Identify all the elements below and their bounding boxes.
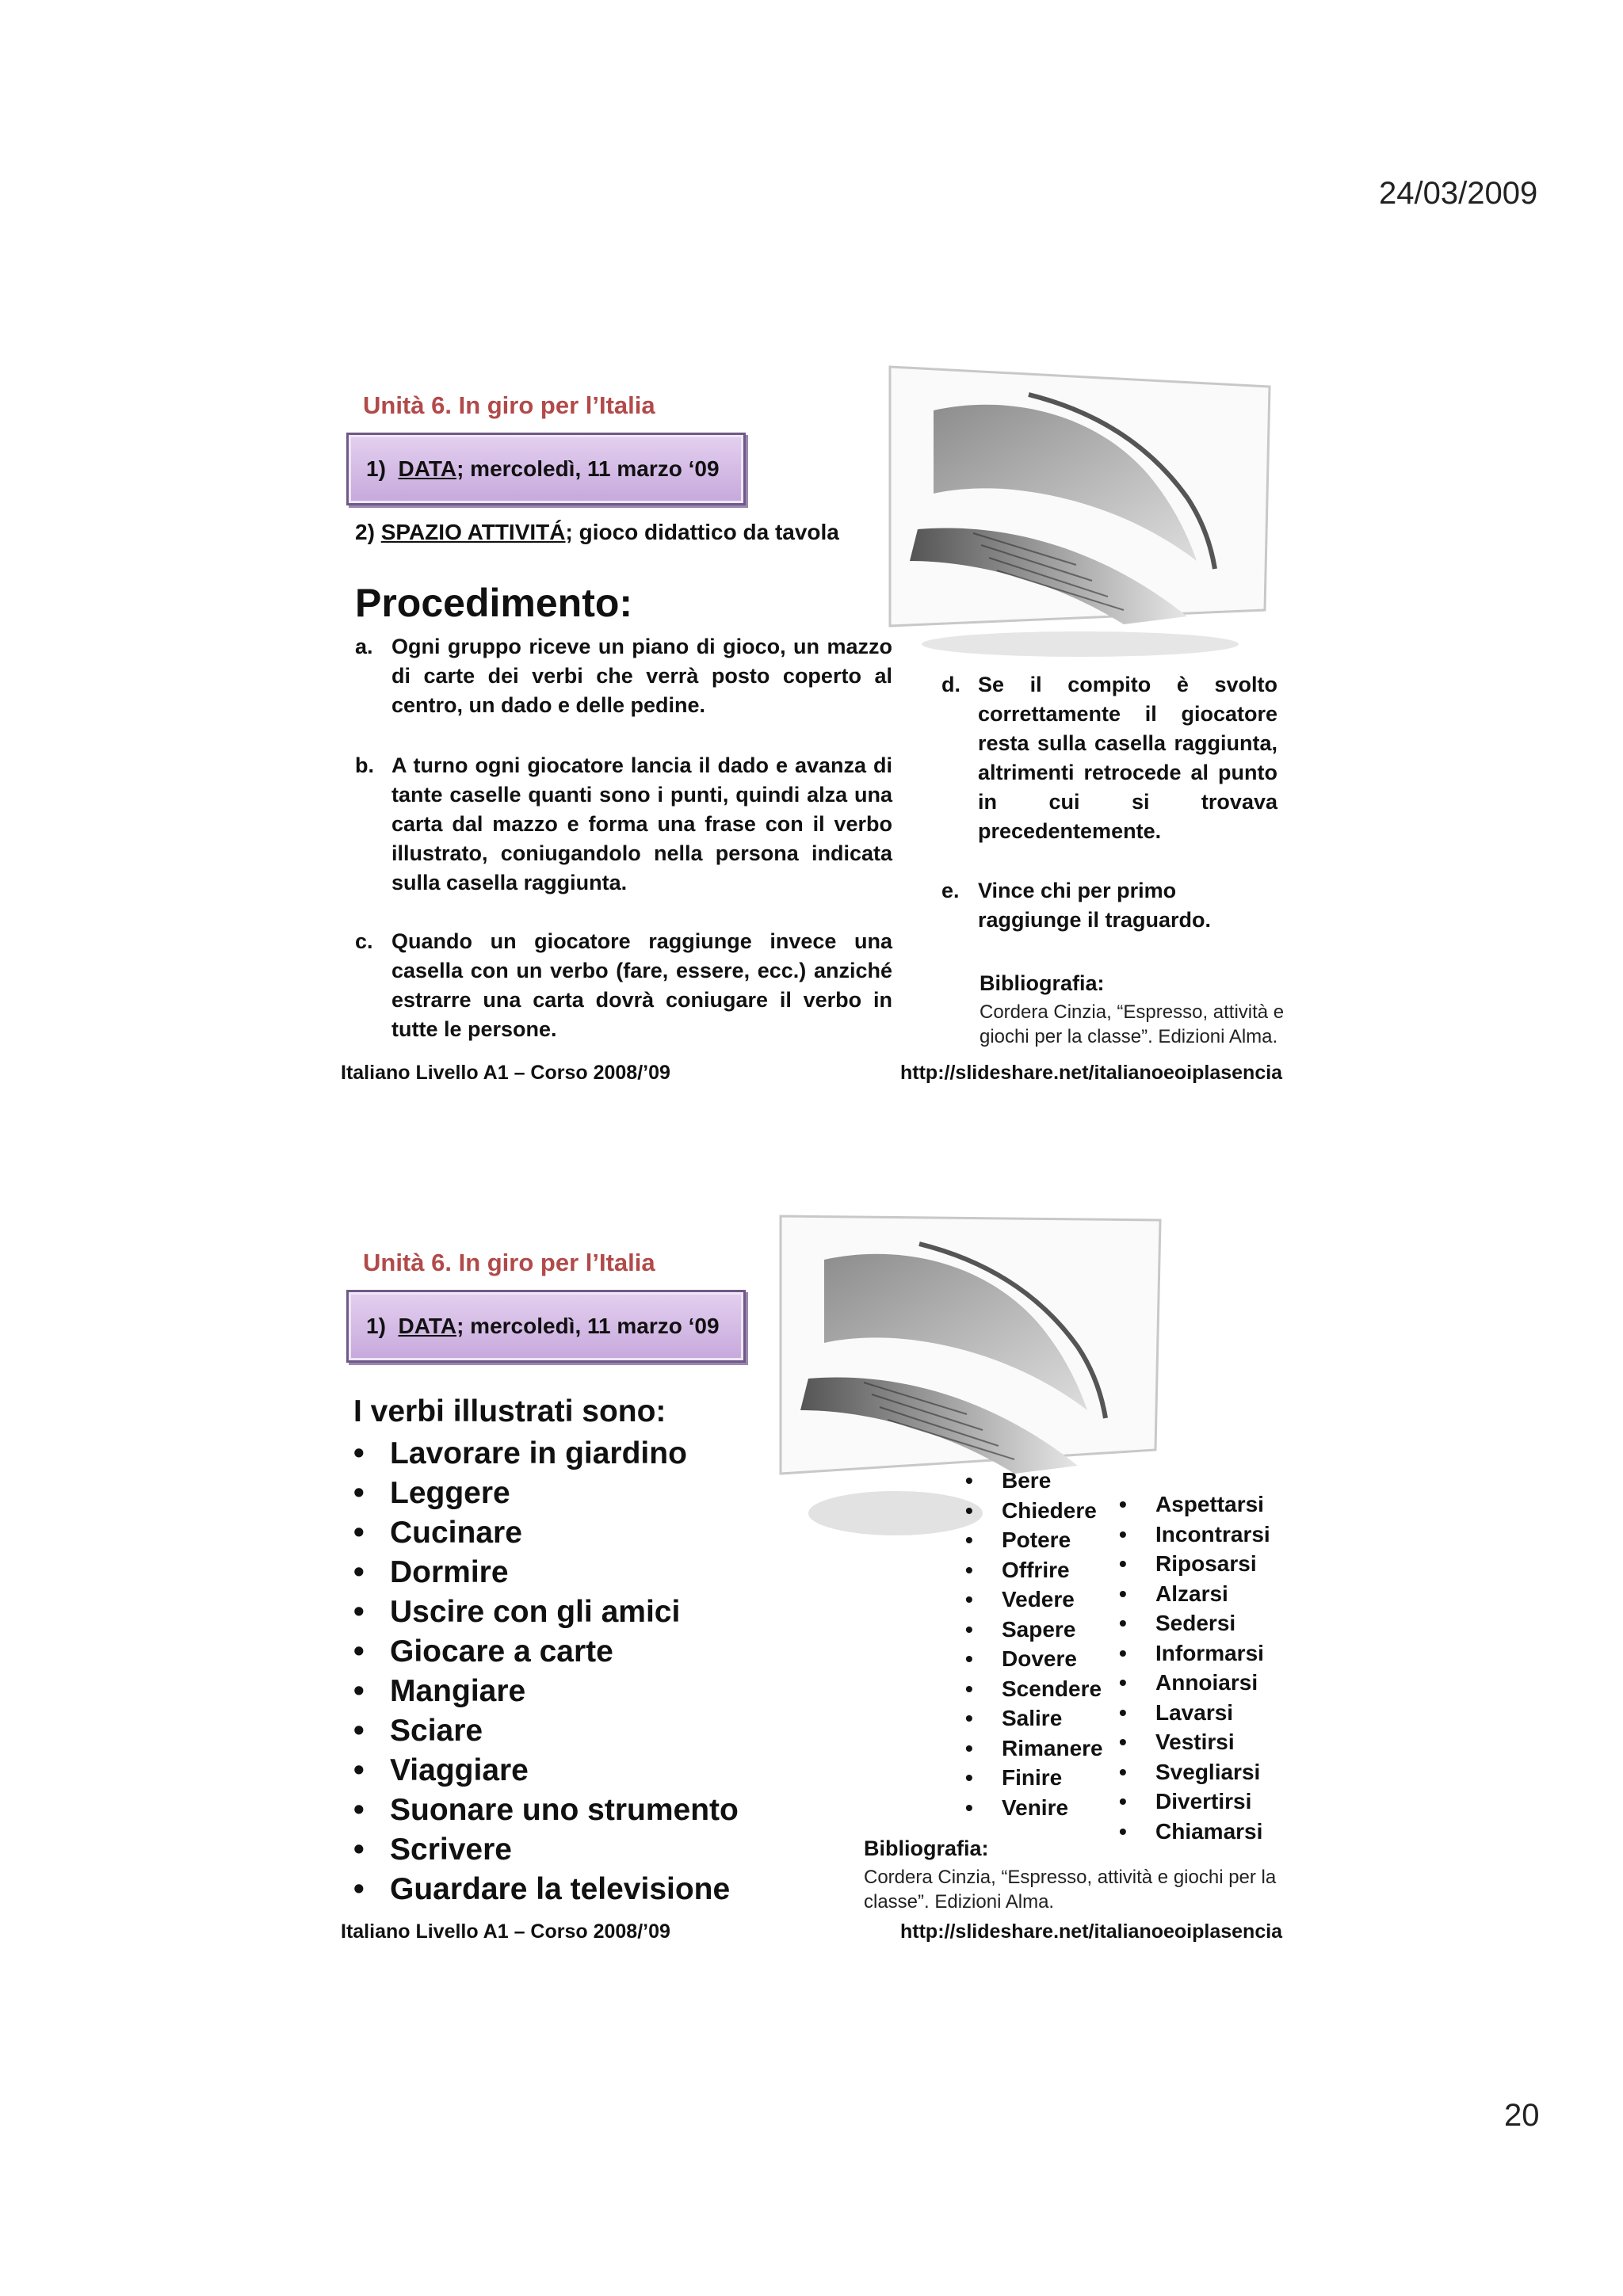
list-item: • Offrire [965, 1555, 1124, 1585]
list-item: • Divertirsi [1119, 1787, 1301, 1817]
step-b-label: b. [355, 753, 374, 777]
step-c-text: Quando un giocatore raggiunge invece una casella con un verbo (fare, essere, ecc.) anziché estrarre una carta dovrà coniugare il verbo in tutte le persone. [391, 929, 892, 1041]
main-verbs-list [353, 1434, 781, 1909]
bibliography-text: Cordera Cinzia, “Espresso, attività e giochi per la classe”. Edizioni Alma. [980, 1001, 1285, 1047]
list-item: • Salire [965, 1703, 1124, 1733]
list-item: • Venire [965, 1793, 1124, 1823]
date-box-label: DATA [398, 1314, 457, 1338]
page-number: 20 [1504, 2098, 1540, 2133]
list-item: • Lavarsi [1119, 1698, 1301, 1728]
list-item: • Dovere [965, 1644, 1124, 1674]
page-date: 24/03/2009 [1379, 176, 1538, 211]
date-box-text: ; mercoledì, 11 marzo ‘09 [456, 456, 720, 481]
activity-text: ; gioco didattico da tavola [565, 520, 839, 544]
step-c-label: c. [355, 929, 373, 953]
list-item: • Finire [965, 1763, 1124, 1793]
list-item: • Mangiare [353, 1672, 781, 1711]
verbs-list-title: I verbi illustrati sono: [353, 1394, 666, 1428]
list-item: • Leggere [353, 1474, 781, 1513]
verbs-column-1 [965, 1466, 1124, 1822]
list-item: • Vedere [965, 1585, 1124, 1615]
footer-link[interactable]: http://slideshare.net/italianoeoiplasencia [900, 1062, 1283, 1084]
list-item: • Dormire [353, 1553, 781, 1592]
step-e-text: Vince chi per primo raggiunge il traguardo. [978, 879, 1212, 932]
date-box-number: 1) [366, 1314, 386, 1338]
list-item: • Riposarsi [1119, 1549, 1301, 1579]
list-item: • Vestirsi [1119, 1727, 1301, 1757]
footer-link[interactable]: http://slideshare.net/italianoeoiplasencia [900, 1920, 1283, 1943]
list-item: • Svegliarsi [1119, 1757, 1301, 1787]
footer-course: Italiano Livello A1 – Corso 2008/’09 [341, 1920, 670, 1943]
list-item: • Incontrarsi [1119, 1520, 1301, 1550]
step-a-label: a. [355, 635, 373, 658]
step-a-text: Ogni gruppo riceve un piano di gioco, un mazzo di carte dei verbi che verrà posto coperto al centro, un dado e delle pedine. [391, 635, 892, 717]
bibliography-title: Bibliografia: [864, 1836, 989, 1860]
list-item: • Sciare [353, 1711, 781, 1751]
date-box-label: DATA [398, 456, 457, 481]
step-e-label: e. [941, 879, 960, 902]
list-item: • Giocare a carte [353, 1632, 781, 1672]
list-item: • Rimanere [965, 1733, 1124, 1764]
list-item: • Sedersi [1119, 1608, 1301, 1638]
list-item: • Scrivere [353, 1830, 781, 1870]
date-box [346, 1290, 746, 1363]
step-d-label: d. [941, 673, 960, 696]
list-item: • Informarsi [1119, 1638, 1301, 1669]
list-item: • Sapere [965, 1615, 1124, 1645]
verbs-column-2 [1119, 1489, 1301, 1846]
date-box-number: 1) [366, 456, 386, 481]
list-item: • Uscire con gli amici [353, 1592, 781, 1632]
list-item: • Annoiarsi [1119, 1668, 1301, 1698]
list-item: • Chiedere [965, 1496, 1124, 1526]
bibliography-text: Cordera Cinzia, “Espresso, attività e giochi per la classe”. Edizioni Alma. [864, 1867, 1277, 1913]
unit-title: Unità 6. In giro per l’Italia [363, 1249, 655, 1276]
step-b-text: A turno ogni giocatore lancia il dado e avanza di tante caselle quanti sono i punti, quindi alza una carta dal mazzo e forma una frase con il verbo illustrato, coniugandolo nella persona indicata sulla casella raggiunta. [391, 753, 892, 894]
footer-course: Italiano Livello A1 – Corso 2008/’09 [341, 1062, 670, 1084]
list-item: • Bere [965, 1466, 1124, 1496]
list-item: • Viaggiare [353, 1751, 781, 1791]
activity-label: SPAZIO ATTIVITÁ [380, 520, 566, 544]
unit-title: Unità 6. In giro per l’Italia [363, 391, 655, 419]
step-d-text: Se il compito è svolto correttamente il giocatore resta sulla casella raggiunta, altrimenti retrocede al punto in cui si trovava precedentemente. [978, 673, 1277, 843]
list-item: • Guardare la televisione [353, 1870, 781, 1909]
list-item: • Cucinare [353, 1513, 781, 1553]
procedure-heading: Procedimento: [355, 581, 633, 625]
list-item: • Chiamarsi [1119, 1817, 1301, 1847]
list-item: • Alzarsi [1119, 1579, 1301, 1609]
list-item: • Scendere [965, 1674, 1124, 1704]
list-item: • Potere [965, 1525, 1124, 1555]
activity-number: 2) [355, 520, 375, 544]
bibliography-title: Bibliografia: [980, 971, 1105, 995]
list-item: • Suonare uno strumento [353, 1791, 781, 1830]
list-item: • Lavorare in giardino [353, 1434, 781, 1474]
date-box-text: ; mercoledì, 11 marzo ‘09 [456, 1314, 720, 1338]
list-item: • Aspettarsi [1119, 1489, 1301, 1520]
